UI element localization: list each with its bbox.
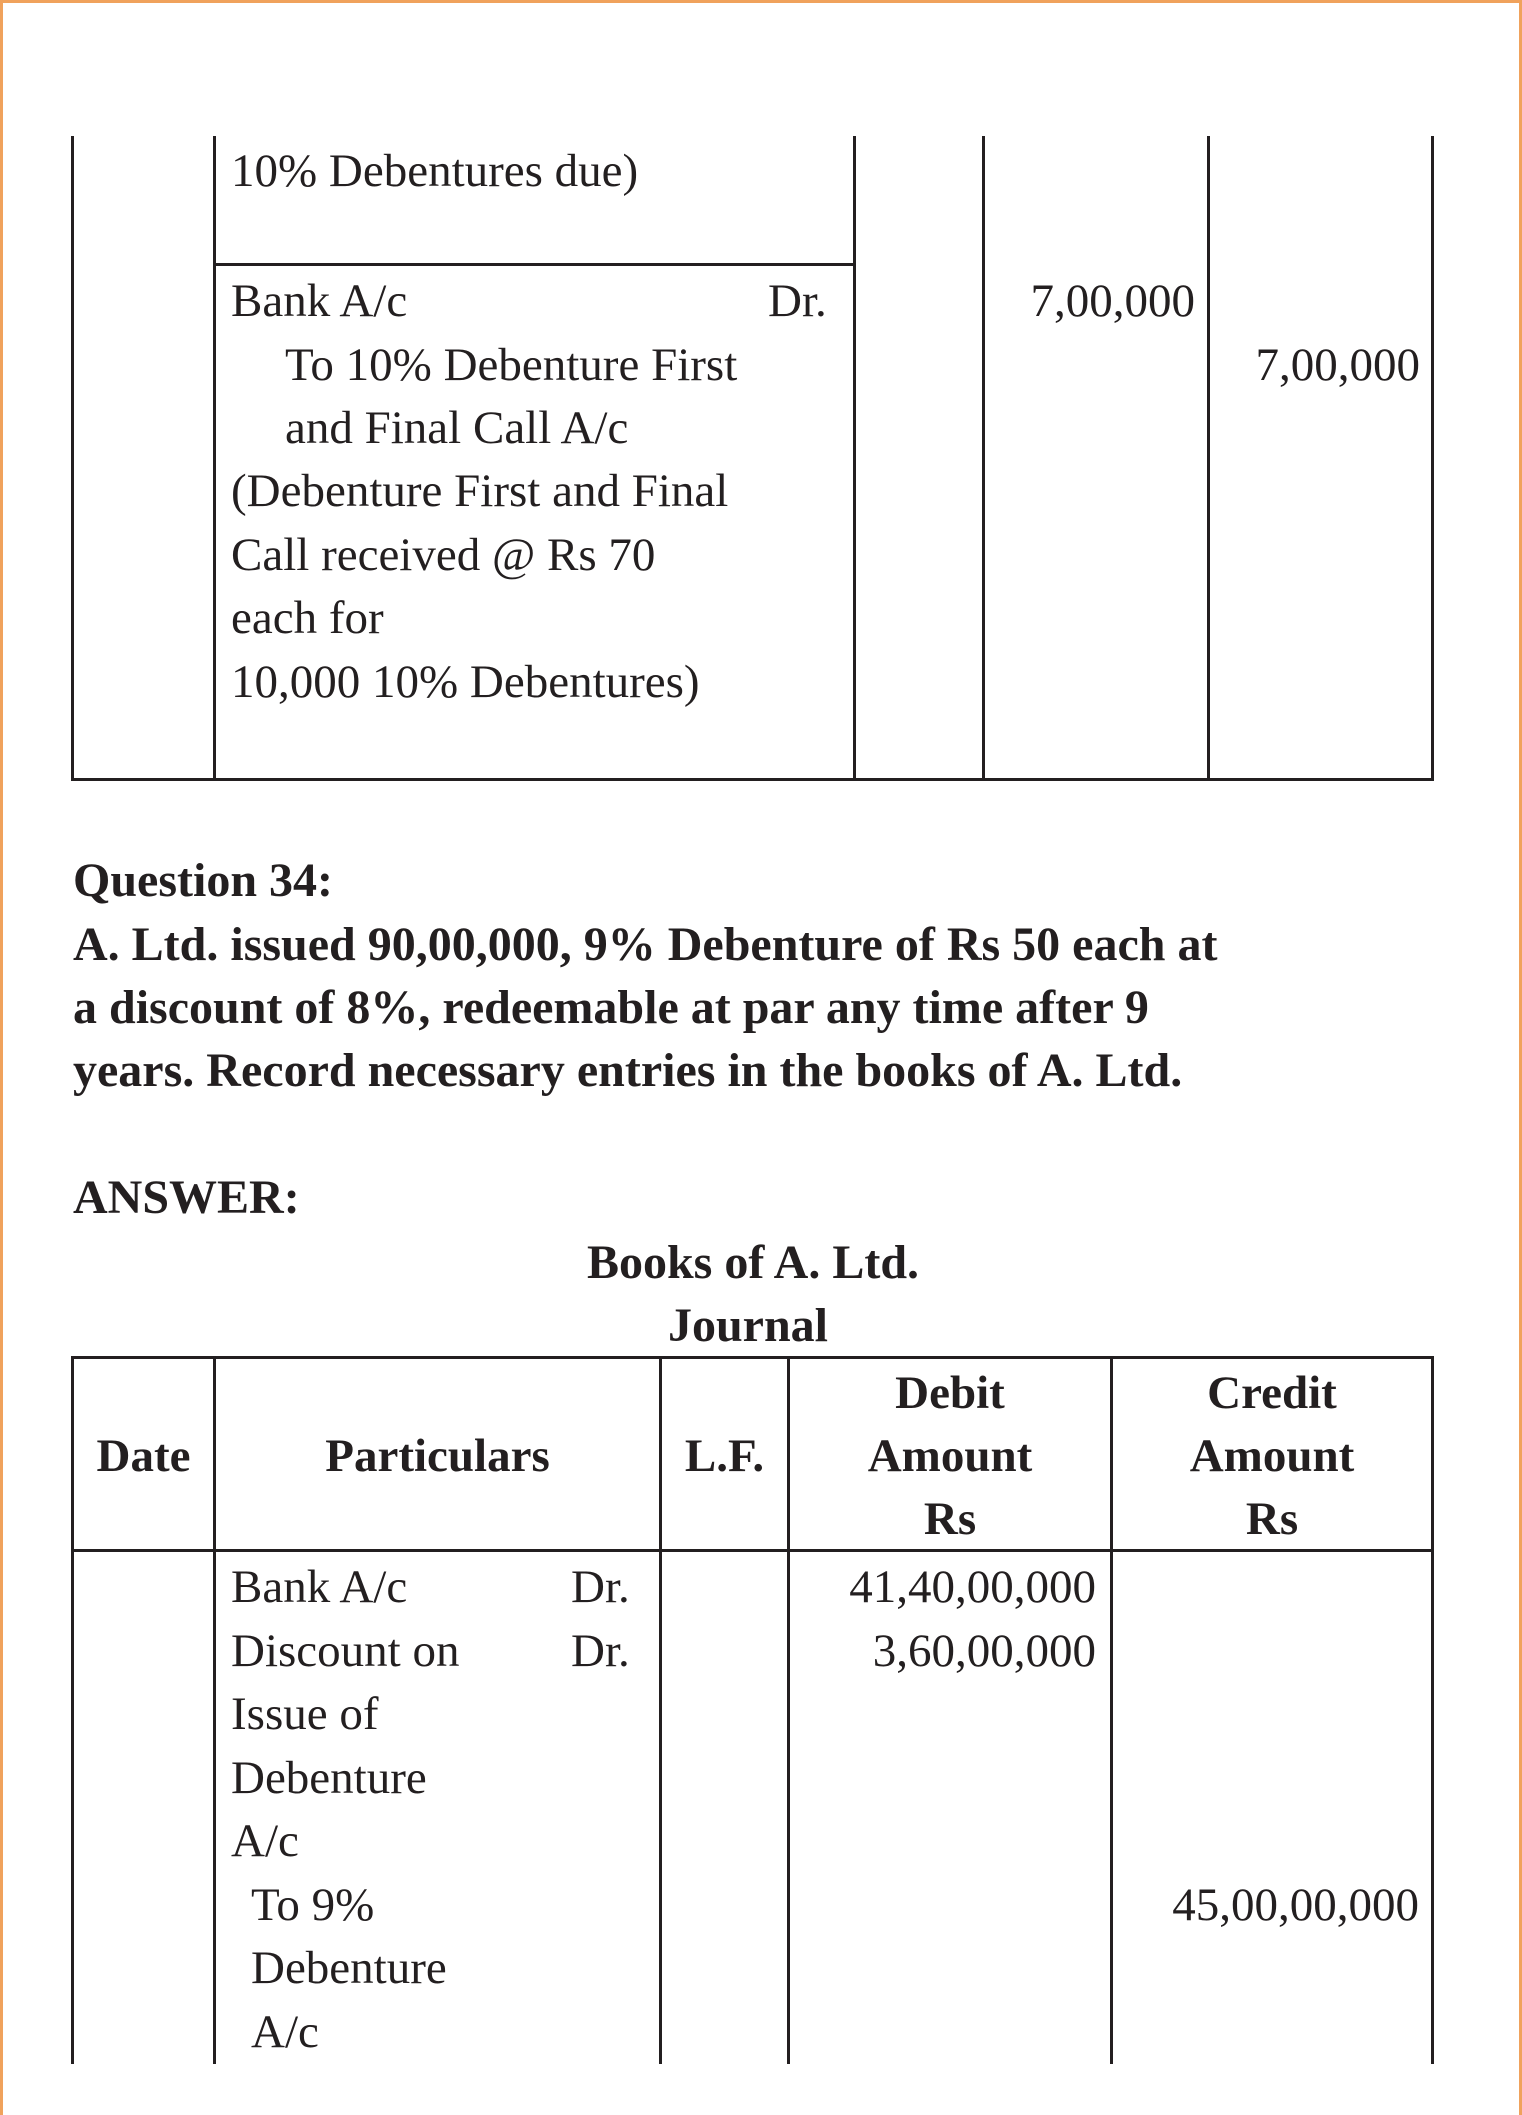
entry-discount-account: Discount on — [231, 1625, 460, 1677]
top-table-border-left — [71, 136, 74, 781]
entry-credit-account: To 9% — [251, 1879, 375, 1931]
header-lf: L.F. — [684, 1430, 765, 1482]
top-row2-line: and Final Call A/c — [285, 402, 629, 454]
top-row2-account: Bank A/c — [231, 275, 408, 327]
entry-bank-dr: Dr. — [571, 1561, 630, 1613]
question-text-line: A. Ltd. issued 90,00,000, 9% Debenture of Rs 50 each at — [73, 918, 1218, 971]
top-row2-dr: Dr. — [768, 275, 827, 327]
entry-discount-dr: Dr. — [571, 1625, 630, 1677]
header-date: Date — [96, 1430, 191, 1482]
top-row2-line: To 10% Debenture First — [285, 339, 738, 391]
top-table-col-divider — [853, 136, 856, 781]
header-debit: Amount — [867, 1430, 1033, 1482]
question-heading: Question 34: — [73, 854, 334, 907]
entry-bank-account: Bank A/c — [231, 1561, 408, 1613]
top-table-col-divider — [213, 136, 216, 781]
question-text-line: years. Record necessary entries in the books of A. Ltd. — [73, 1044, 1183, 1097]
top-row2-narration: 10,000 10% Debentures) — [231, 656, 700, 708]
top-table-border-bottom — [71, 778, 1434, 781]
entry-credit-account: Debenture — [251, 1942, 447, 1994]
top-row1-particulars: 10% Debentures due) — [231, 145, 639, 197]
top-row2-narration: (Debenture First and Final — [231, 465, 729, 517]
book-title: Books of A. Ltd. — [586, 1236, 920, 1289]
top-row2-debit: 7,00,000 — [1030, 275, 1195, 327]
entry-debit-bank: 41,40,00,000 — [849, 1561, 1096, 1613]
journal-border-right — [1431, 1356, 1434, 2064]
entry-debit-discount: 3,60,00,000 — [872, 1625, 1096, 1677]
top-table-col-divider — [1207, 136, 1210, 781]
header-particulars: Particulars — [325, 1430, 550, 1482]
entry-discount-account: Issue of — [231, 1688, 379, 1740]
question-text-line: a discount of 8%, redeemable at par any time after 9 — [73, 981, 1149, 1034]
top-table-col-divider — [982, 136, 985, 781]
header-credit: Credit — [1207, 1367, 1337, 1419]
top-row2-narration: each for — [231, 592, 384, 644]
entry-credit-account: A/c — [251, 2006, 319, 2058]
entry-discount-account: A/c — [231, 1815, 299, 1867]
entry-credit-amount: 45,00,00,000 — [1172, 1879, 1419, 1931]
header-credit: Rs — [1245, 1493, 1299, 1545]
header-debit: Rs — [923, 1493, 977, 1545]
entry-discount-account: Debenture — [231, 1752, 427, 1804]
journal-border-top — [71, 1356, 1434, 1359]
top-table-border-right — [1431, 136, 1434, 781]
header-debit: Debit — [895, 1367, 1005, 1419]
answer-heading: ANSWER: — [73, 1171, 300, 1224]
journal-title: Journal — [667, 1299, 829, 1352]
top-table-row-divider — [213, 263, 856, 266]
header-credit: Amount — [1189, 1430, 1355, 1482]
top-row2-narration: Call received @ Rs 70 — [231, 529, 656, 581]
top-row2-credit: 7,00,000 — [1255, 339, 1420, 391]
